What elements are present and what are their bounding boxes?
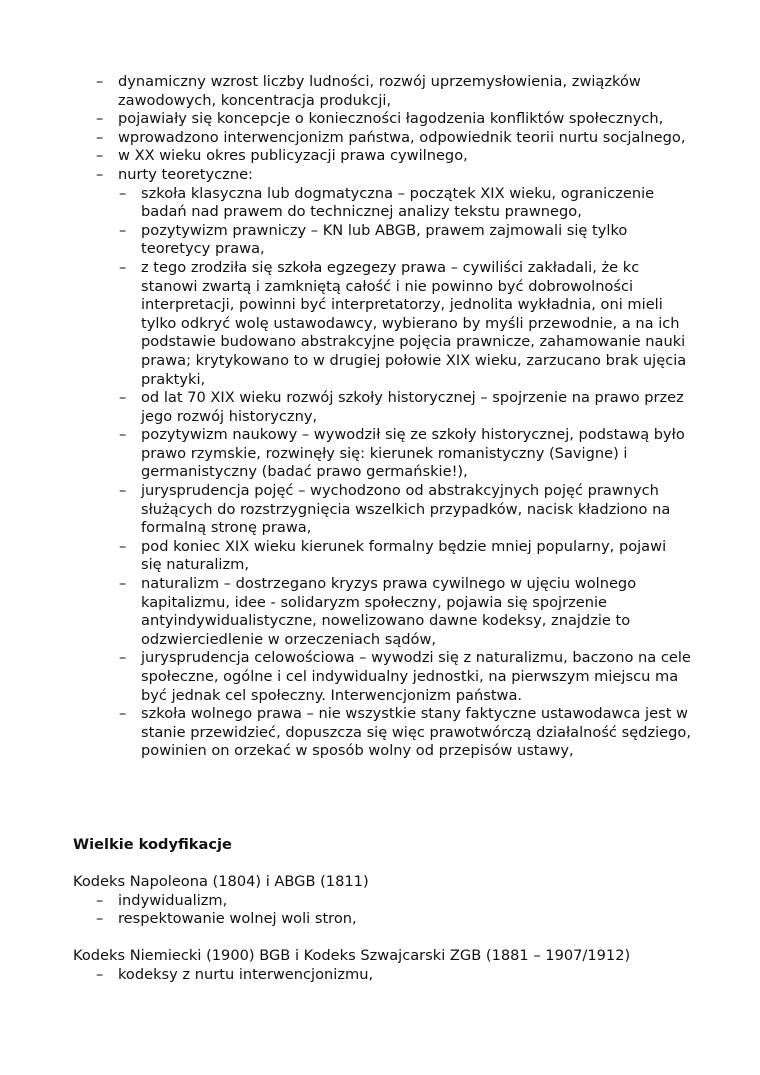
list-item-text: w XX wieku okres publicyzacji prawa cywilnego,	[118, 147, 468, 165]
dash-bullet-icon: –	[119, 258, 127, 276]
nested-list-item-text: jurysprudencja celowościowa – wywodzi się z naturalizmu, baczono na cele społeczne, ogólne i cel indywidualny jednostki, na pierwszym miejscu ma być jednak cel społeczny. Interwencjonizm państwa.	[141, 649, 691, 704]
list-item-text: wprowadzono interwencjonizm państwa, odpowiednik teorii nurtu socjalnego,	[118, 128, 686, 146]
list-item-text: nurty teoretyczne:	[118, 165, 253, 183]
nested-list-item-text: pozytywizm naukowy – wywodził się ze szkoły historycznej, podstawą było prawo rzymskie, rozwinęły się: kierunek romanistyczny (Savigne) i germanistyczny (badać prawo germańskie!),	[141, 426, 685, 481]
nested-list-item-text: od lat 70 XIX wieku rozwój szkoły historycznej – spojrzenie na prawo przez jego rozwój historyczny,	[141, 389, 684, 425]
nested-list-item	[73, 222, 691, 259]
nested-list-item	[73, 259, 691, 389]
dash-bullet-icon: –	[119, 389, 127, 407]
dash-bullet-icon: –	[119, 705, 127, 723]
nested-list-item	[73, 482, 691, 538]
nested-list-item-text: z tego zrodziła się szkoła egzegezy prawa – cywiliści zakładali, że kc stanowi zwartą i zamkniętą całość i nie powinno być dobrowolności interpretacji, powinni być interpretatorzy, jednolita wykładnia, oni mieli tylko odkryć wolę ustawodawcy, wybierano by myśli przewodnie, a na ich podstawie budowano abstrakcyjne pojęcia prawnicze, zahamowanie nauki prawa; krytykowano to w drugiej połowie XIX wieku, zarzucano brak ujęcia praktyki,	[141, 258, 687, 388]
list-item	[73, 910, 713, 929]
list-item-text: respektowanie wolnej woli stron,	[118, 910, 357, 928]
list-item	[73, 966, 713, 985]
dash-bullet-icon: –	[96, 165, 104, 183]
section-heading: Wielkie kodyfikacje	[73, 836, 232, 853]
list-item	[73, 73, 693, 110]
section-title: Kodeks Niemiecki (1900) BGB i Kodeks Szwajcarski ZGB (1881 – 1907/1912)	[73, 947, 631, 964]
dash-bullet-icon: –	[119, 649, 127, 667]
list-item	[73, 110, 693, 129]
dash-bullet-icon: –	[119, 482, 127, 500]
list-item-text: dynamiczny wzrost liczby ludności, rozwój uprzemysłowienia, związków zawodowych, koncentracja produkcji,	[118, 73, 641, 109]
list-item-text: kodeksy z nurtu interwencjonizmu,	[118, 965, 374, 983]
list-item	[73, 129, 693, 148]
nested-list-item	[73, 649, 691, 705]
nested-list-item	[73, 575, 691, 649]
nested-list-item	[73, 426, 691, 482]
section-bullet-list	[73, 892, 713, 929]
codification-section-bgb-zgb	[73, 947, 713, 984]
dash-bullet-icon: –	[119, 184, 127, 202]
nested-list-item	[73, 538, 691, 575]
nested-list-item	[73, 705, 691, 761]
dash-bullet-icon: –	[119, 575, 127, 593]
nested-bullet-list	[73, 185, 693, 761]
list-item-text: pojawiały się koncepcje o konieczności łagodzenia konfliktów społecznych,	[118, 110, 664, 128]
dash-bullet-icon: –	[96, 965, 104, 983]
list-item	[73, 166, 693, 761]
nested-list-item	[73, 389, 691, 426]
list-item	[73, 892, 713, 911]
section-bullet-list	[73, 966, 713, 985]
main-bullet-list	[73, 73, 693, 761]
section-title: Kodeks Napoleona (1804) i ABGB (1811)	[73, 873, 369, 890]
codification-section-napoleon	[73, 873, 713, 929]
dash-bullet-icon: –	[96, 110, 104, 128]
nested-list-item-text: szkoła klasyczna lub dogmatyczna – początek XIX wieku, ograniczenie badań nad prawem do technicznej analizy tekstu prawnego,	[141, 184, 655, 221]
dash-bullet-icon: –	[119, 426, 127, 444]
nested-list-item-text: pozytywizm prawniczy – KN lub ABGB, prawem zajmowali się tylko teoretycy prawa,	[141, 221, 628, 258]
dash-bullet-icon: –	[96, 147, 104, 165]
nested-list-item-text: szkoła wolnego prawa – nie wszystkie stany faktyczne ustawodawca jest w stanie przewidzieć, dopuszcza się więc prawotwórczą działalność sędziego, powinien on orzekać w sposób wolny od przepisów ustawy,	[141, 705, 691, 760]
nested-list-item	[73, 185, 691, 222]
dash-bullet-icon: –	[96, 891, 104, 909]
nested-list-item-text: pod koniec XIX wieku kierunek formalny będzie mniej popularny, pojawi się naturalizm,	[141, 537, 667, 574]
dash-bullet-icon: –	[96, 128, 104, 146]
list-item-text: indywidualizm,	[118, 891, 228, 909]
nested-list-item-text: naturalizm – dostrzegano kryzys prawa cywilnego w ujęciu wolnego kapitalizmu, idee - solidaryzm społeczny, pojawia się spojrzenie antyindywidualistyczne, nowelizowano dawne kodeksy, znajdzie to odzwierciedlenie w orzeczeniach sądów,	[141, 575, 637, 648]
dash-bullet-icon: –	[119, 537, 127, 555]
dash-bullet-icon: –	[96, 910, 104, 928]
list-item	[73, 147, 693, 166]
dash-bullet-icon: –	[96, 73, 104, 90]
dash-bullet-icon: –	[119, 221, 127, 239]
nested-list-item-text: jurysprudencja pojęć – wychodzono od abstrakcyjnych pojęć prawnych służących do rozstrzygnięcia wszelkich przypadków, nacisk kładziono na formalną stronę prawa,	[141, 482, 671, 537]
